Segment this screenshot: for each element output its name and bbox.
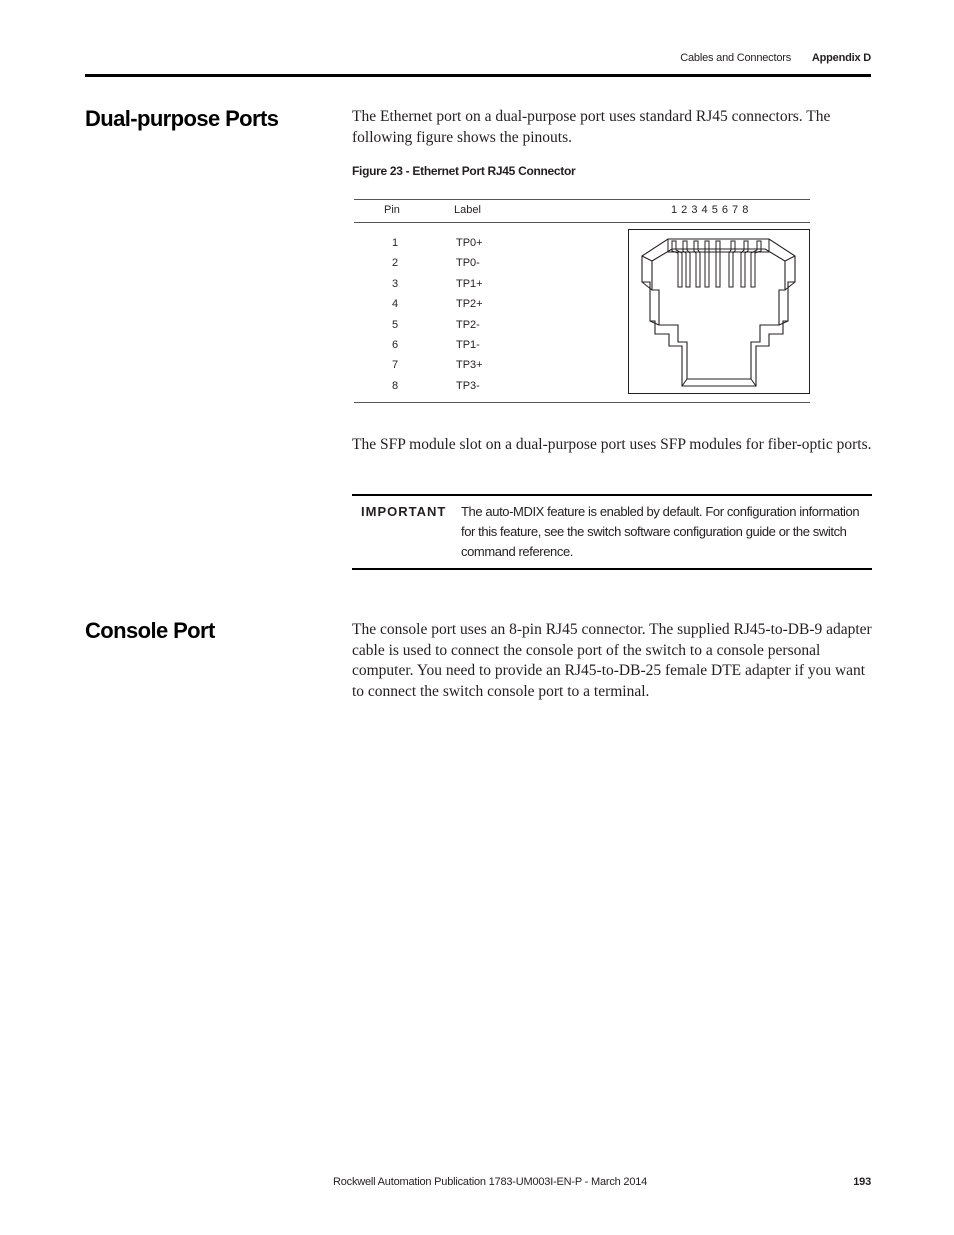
pin-label: TP3- [456,379,480,392]
console-port-heading: Console Port [85,618,215,643]
pin-number: 4 [391,298,399,311]
pin-label: TP2- [456,318,480,331]
pin-label: TP3+ [456,359,483,372]
pin-number: 8 [391,379,399,392]
pin-number: 3 [391,277,399,290]
page-number: 193 [853,1176,871,1188]
dual-purpose-intro: The Ethernet port on a dual-purpose port uses standard RJ45 connectors. The following figure shows the pinouts. [352,108,831,146]
header-appendix: Appendix D [811,52,871,64]
pin-label: TP2+ [456,298,483,311]
important-bottom-rule [352,568,872,570]
pin-number: 7 [391,359,399,372]
pin-label: TP1- [456,338,480,351]
important-top-rule [352,494,872,496]
running-header [680,52,871,64]
dual-purpose-heading: Dual-purpose Ports [85,106,279,131]
important-label: IMPORTANT [361,504,447,519]
column-header-label: Label [454,204,481,216]
important-text: The auto-MDIX feature is enabled by default. For configuration information for this feature, see the switch software configuration guide or the switch command reference. [461,504,860,559]
pin-number: 2 [391,257,399,270]
pin-column [380,233,410,396]
pin-label: TP0+ [456,237,483,249]
rj45-jack-diagram [628,229,811,395]
pin-label: TP0- [456,257,480,270]
column-header-pin-numbers: 1 2 3 4 5 6 7 8 [671,204,749,216]
pin-label: TP1+ [456,277,483,290]
table-header-rule [354,222,810,223]
header-section: Cables and Connectors [680,52,792,64]
pin-number: 1 [391,237,399,249]
table-bottom-rule [354,402,810,403]
figure-caption: Figure 23 - Ethernet Port RJ45 Connector [352,164,576,178]
sfp-paragraph: The SFP module slot on a dual-purpose port uses SFP modules for fiber-optic ports. [352,436,872,453]
table-top-rule [354,199,810,200]
pin-number: 5 [391,318,399,331]
header-rule [85,74,871,77]
pin-number: 6 [391,338,399,351]
column-header-pin: Pin [384,204,400,216]
label-column [456,233,516,396]
footer-publication: Rockwell Automation Publication 1783-UM003I-EN-P - March 2014 [333,1176,648,1188]
console-port-paragraph: The console port uses an 8-pin RJ45 connector. The supplied RJ45-to-DB-9 adapter cable is used to connect the console port of the switch to a console personal computer. You need to provide an RJ45-to-DB-25 female DTE adapter if you want to connect the switch console port to a terminal. [352,621,872,700]
